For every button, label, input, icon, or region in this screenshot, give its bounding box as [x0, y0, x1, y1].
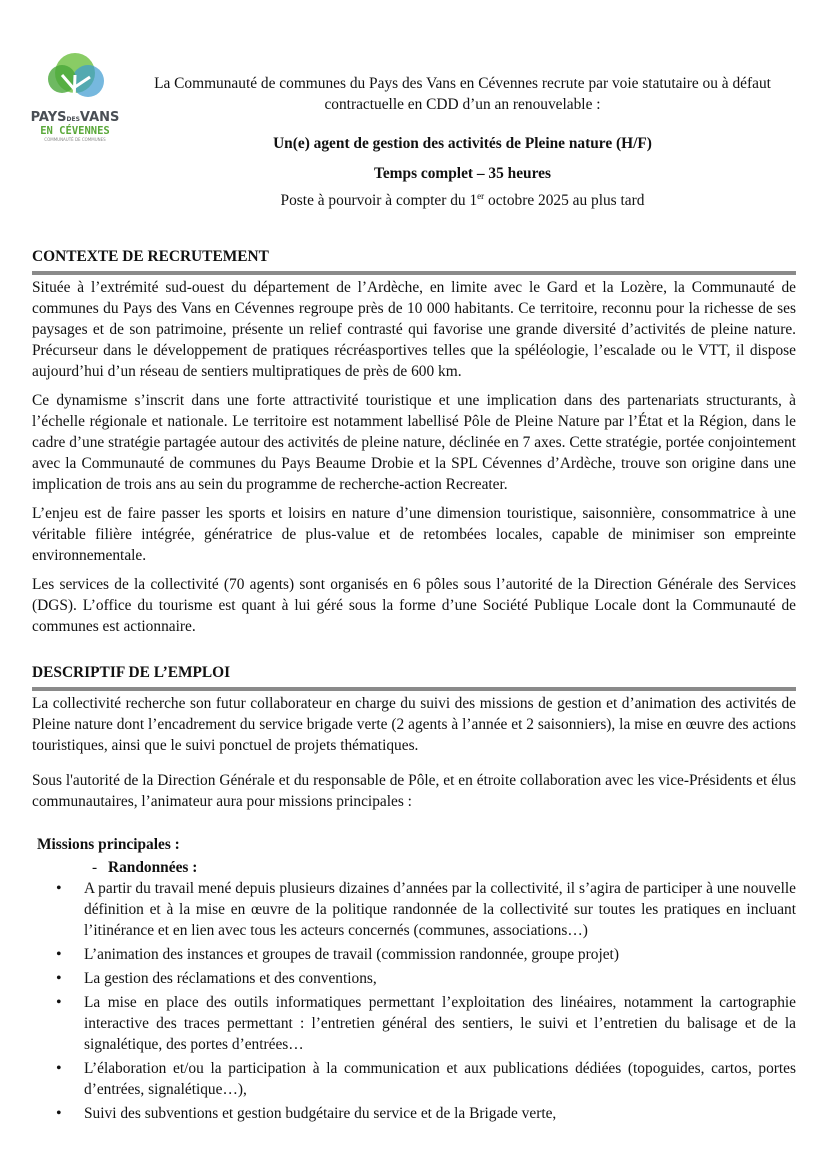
list-item: • La gestion des réclamations et des conventions, — [32, 968, 796, 989]
start-date-text: Poste à pourvoir à compter du 1 — [280, 192, 478, 209]
paragraph: La collectivité recherche son futur collaborateur en charge du suivi des missions de gestion et d’animation des activités de Pleine nature dont l’encadrement du service brigade verte (2 agents à l’année et 2 saisonniers), la mise en œuvre des actions touristiques, ainsi que le suivi ponctuel de projets thématiques. — [32, 695, 796, 754]
list-item: • A partir du travail mené depuis plusieurs dizaines d’années par la collectivité, il s’agira de participer à une nouvelle définition et à la mise en œuvre de la politique randonnée de la collectivité sur toutes les pratiques en incluant l’itinérance et en lien avec tous les acteurs concernés (communes, associations…) — [32, 878, 796, 941]
start-date-sup: er — [477, 190, 485, 201]
working-time: Temps complet – 35 heures — [374, 165, 551, 182]
list-item: • La mise en place des outils informatiques permettant l’exploitation des linéaires, notamment la cartographie interactive des traces permettant : l’entretien général des sentiers, le suivi et l’entretien du balisage et de la signalétique, des portes d’entrées… — [32, 992, 796, 1055]
start-date — [130, 190, 795, 211]
list-item: • L’animation des instances et groupes de travail (commission randonnée, groupe projet) — [32, 944, 796, 965]
section-heading-descriptif: DESCRIPTIF DE L’EMPLOI — [32, 662, 796, 691]
dash: - — [92, 859, 98, 876]
sub-heading-text: Randonnées : — [108, 859, 198, 876]
list-item: • L’élaboration et/ou la participation à la communication et aux publications dédiées (topoguides, cartos, portes d’entrées, signalétique…), — [32, 1058, 796, 1100]
job-title: Un(e) agent de gestion des activités de Pleine nature (H/F) — [273, 135, 652, 152]
missions-heading: Missions principales : — [37, 836, 180, 853]
sub-heading — [92, 857, 796, 878]
pays-des-vans-logo — [30, 45, 120, 145]
svg-text:PAYSDESVANS: PAYSDESVANS — [30, 110, 120, 125]
paragraph: L’enjeu est de faire passer les sports et loisirs en nature d’une dimension touristique, saisonnière, consommatrice à une véritable filière intégrée, génératrice de plus-value et de retombées locales, capable de minimiser son empreinte environnementale. — [32, 505, 796, 564]
paragraph: Les services de la collectivité (70 agents) sont organisés en 6 pôles sous l’autorité de la Direction Générale des Services (DGS). L’office du tourisme est quant à lui géré sous la forme d’une Société Publique Locale dont la Communauté de communes est actionnaire. — [32, 576, 796, 635]
section-heading-contexte: CONTEXTE DE RECRUTEMENT — [32, 246, 796, 275]
missions-list — [32, 878, 796, 1124]
paragraph: Sous l'autorité de la Direction Générale et du responsable de Pôle, et en étroite collaboration avec les vice-Présidents et élus communautaires, l’animateur aura pour missions principales : — [32, 772, 796, 810]
svg-text:EN CÉVENNES: EN CÉVENNES — [40, 125, 110, 137]
paragraph: Située à l’extrémité sud-ouest du département de l’Ardèche, en limite avec le Gard et la Lozère, la Communauté de communes du Pays des Vans en Cévennes regroupe près de 10 000 habitants. Ce territoire, reconnu pour la richesse de ses paysages et de son patrimoine, présente un relief contrasté qui favorise une grande diversité d’activités de pleine nature. Précurseur dans le développement de pratiques récréasportives telles que la spéléologie, l’escalade ou le VTT, il dispose aujourd’hui d’un réseau de sentiers multipratiques de près de 600 km. — [32, 279, 796, 380]
intro-text: La Communauté de communes du Pays des Vans en Cévennes recrute par voie statutaire ou à défaut contractuelle en CDD d’un an renouvelable : — [154, 75, 771, 113]
start-date-text-end: octobre 2025 au plus tard — [484, 192, 645, 209]
svg-text:COMMUNAUTÉ DE COMMUNES: COMMUNAUTÉ DE COMMUNES — [44, 137, 106, 142]
paragraph: Ce dynamisme s’inscrit dans une forte attractivité touristique et une implication dans des partenariats structurants, à l’échelle régionale et nationale. Le territoire est notamment labellisé Pôle de Pleine Nature par l’État et la Région, dans le cadre d’une stratégie partagée autour des activités de pleine nature, déclinée en 7 axes. Cette stratégie, portée conjointement avec la Communauté de communes du Pays Beaume Drobie et la SPL Cévennes d’Ardèche, trouve son origine dans une implication de trois ans au sein du programme de recherche-action Recreater. — [32, 392, 796, 493]
list-item: • Suivi des subventions et gestion budgétaire du service et de la Brigade verte, — [32, 1103, 796, 1124]
